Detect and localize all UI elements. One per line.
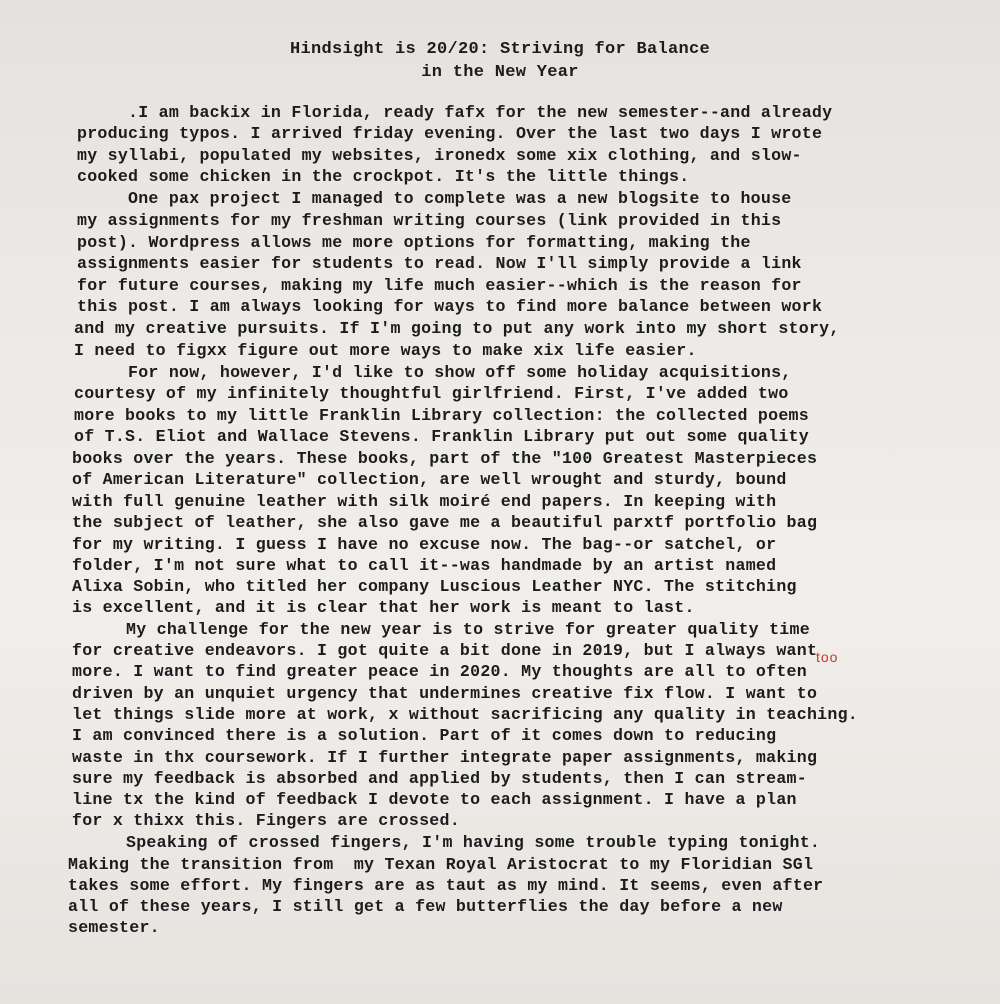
text-line: of American Literature" collection, are well wrought and sturdy, bound <box>72 470 787 489</box>
text-line: more books to my little Franklin Library collection: the collected poems <box>74 406 809 425</box>
text-line: of T.S. Eliot and Wallace Stevens. Franklin Library put out some quality <box>74 427 809 446</box>
text-line: all of these years, I still get a few butterflies the day before a new <box>68 897 783 916</box>
text-line: semester. <box>68 918 160 937</box>
text-line: with full genuine leather with silk moiré end papers. In keeping with <box>72 492 777 511</box>
text-line: books over the years. These books, part of the "100 Greatest Masterpieces <box>72 449 818 468</box>
text-line: and my creative pursuits. If I'm going to put any work into my short story, <box>74 319 840 338</box>
text-line: cooked some chicken in the crockpot. It's the little things. <box>77 167 690 186</box>
text-line: driven by an unquiet urgency that undermines creative fix flow. I want to <box>72 684 818 703</box>
text-line: my assignments for my freshman writing courses (link provided in this <box>77 211 782 230</box>
text-line: folder, I'm not sure what to call it--was handmade by an artist named <box>72 556 777 575</box>
text-line: for future courses, making my life much easier--which is the reason for <box>77 276 802 295</box>
text-line: .I am backix in Florida, ready fafx for the new semester--and already <box>128 103 833 122</box>
text-line: more. I want to find greater peace in 2020. My thoughts are all to often <box>72 662 807 681</box>
text-line: sure my feedback is absorbed and applied by students, then I can stream- <box>72 769 807 788</box>
text-line: producing typos. I arrived friday evening. Over the last two days I wrote <box>77 124 823 143</box>
text-line: Speaking of crossed fingers, I'm having some trouble typing tonight. <box>126 833 821 852</box>
text-line: My challenge for the new year is to strive for greater quality time <box>126 620 810 639</box>
text-line: Alixa Sobin, who titled her company Luscious Leather NYC. The stitching <box>72 577 797 596</box>
text-line: for my writing. I guess I have no excuse now. The bag--or satchel, or <box>72 535 777 554</box>
handwritten-correction: too <box>816 649 839 665</box>
text-line: I am convinced there is a solution. Part of it comes down to reducing <box>72 726 777 745</box>
text-line: for creative endeavors. I got quite a bit done in 2019, but I always want <box>72 641 818 660</box>
text-line: line tx the kind of feedback I devote to each assignment. I have a plan <box>72 790 797 809</box>
text-line: takes some effort. My fingers are as taut as my mind. It seems, even after <box>68 876 824 895</box>
text-line: assignments easier for students to read. Now I'll simply provide a link <box>77 254 802 273</box>
text-line: waste in thx coursework. If I further integrate paper assignments, making <box>72 748 818 767</box>
text-line: this post. I am always looking for ways to find more balance between work <box>77 297 823 316</box>
text-line: courtesy of my infinitely thoughtful girlfriend. First, I've added two <box>74 384 789 403</box>
text-line: my syllabi, populated my websites, ironedx some xix clothing, and slow- <box>77 146 802 165</box>
text-line: post). Wordpress allows me more options for formatting, making the <box>77 233 751 252</box>
text-line: One pax project I managed to complete was a new blogsite to house <box>128 189 792 208</box>
title-line-1: Hindsight is 20/20: Striving for Balance <box>289 40 711 59</box>
text-line: I need to figxx figure out more ways to make xix life easier. <box>74 341 697 360</box>
text-line: For now, however, I'd like to show off some holiday acquisitions, <box>128 363 792 382</box>
text-line: for x thixx this. Fingers are crossed. <box>72 811 460 830</box>
text-line: the subject of leather, she also gave me a beautiful parxtf portfolio bag <box>72 513 818 532</box>
text-line: let things slide more at work, x without sacrificing any quality in teaching. <box>72 705 859 724</box>
title-line-2: in the New Year <box>421 63 579 82</box>
text-line: Making the transition from my Texan Royal Aristocrat to my Floridian SGl <box>68 855 814 874</box>
text-line: is excellent, and it is clear that her work is meant to last. <box>72 598 695 617</box>
